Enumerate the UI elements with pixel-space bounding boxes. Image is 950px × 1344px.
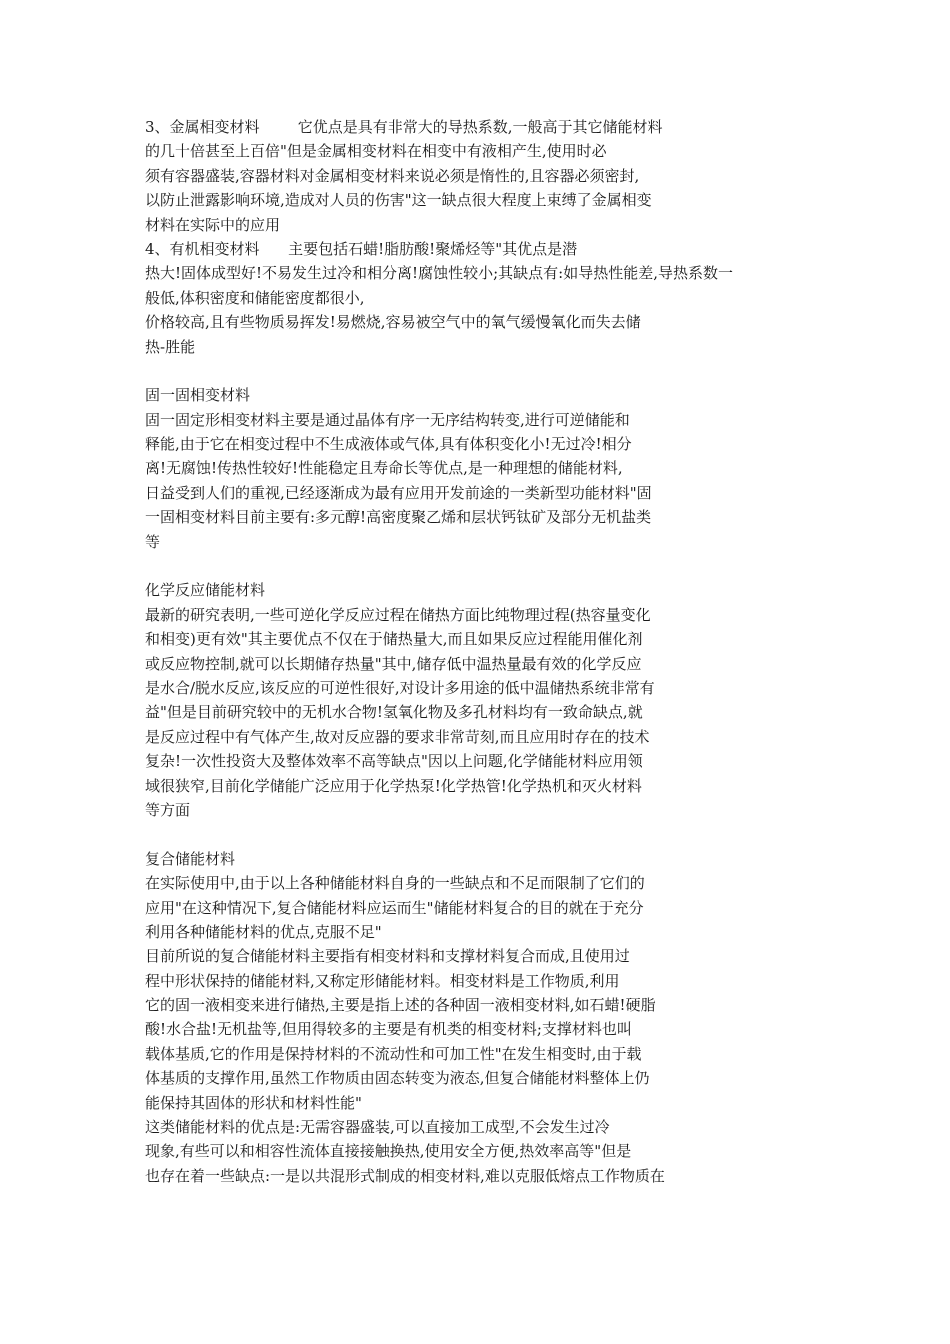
- paragraph-line: 热大!固体成型好!不易发生过冷和相分离!腐蚀性较小;其缺点有:如导热性能差,导热系数一: [145, 264, 733, 283]
- paragraph-line: 等方面: [145, 800, 191, 819]
- paragraph-line: 复杂!一次性投资大及整体效率不高等缺点"因以上问题,化学储能材料应用领: [145, 752, 643, 771]
- paragraph-line: 日益受到人们的重视,已经逐渐成为最有应用开发前途的一类新型功能材料"固: [145, 483, 652, 502]
- paragraph-line: 能保持其固体的形状和材料性能": [145, 1093, 362, 1112]
- paragraph-line: 般低,体积密度和储能密度都很小,: [145, 288, 365, 307]
- paragraph-line: 4、有机相变材料 主要包括石蜡!脂肪酸!聚烯烃等"其优点是潜: [145, 239, 578, 258]
- paragraph-line: 热-胜能: [145, 337, 196, 356]
- paragraph-line: 以防止泄露影响环境,造成对人员的伤害"这一缺点很大程度上束缚了金属相变: [145, 191, 652, 210]
- paragraph-gap: [145, 359, 835, 383]
- section-heading: 复合储能材料: [145, 849, 236, 868]
- paragraph-line: 应用"在这种情况下,复合储能材料应运而生"储能材料复合的目的就在于充分: [145, 898, 644, 917]
- paragraph-line: 3、金属相变材料 它优点是具有非常大的导热系数,一般高于其它储能材料: [145, 118, 663, 136]
- paragraph-line: 释能,由于它在相变过程中不生成液体或气体,具有体积变化小!无过冷!相分: [145, 435, 632, 454]
- paragraph-line: 须有容器盛装,容器材料对金属相变材料来说必须是惰性的,且容器必须密封,: [145, 166, 640, 185]
- section-organic-phase-change: [145, 237, 835, 359]
- paragraph-line: 或反应物控制,就可以长期储存热量"其中,储存低中温热量最有效的化学反应: [145, 654, 642, 673]
- paragraph-line: 域很狭窄,目前化学储能广泛应用于化学热泵!化学热管!化学热机和灭火材料: [145, 776, 642, 795]
- paragraph-line: 的几十倍甚至上百倍"但是金属相变材料在相变中有液相产生,使用时必: [145, 142, 607, 161]
- paragraph-line: 它的固一液相变来进行储热,主要是指上述的各种固一液相变材料,如石蜡!硬脂: [145, 996, 656, 1015]
- paragraph-line: 和相变)更有效"其主要优点不仅在于储热量大,而且如果反应过程能用催化剂: [145, 630, 643, 649]
- paragraph-line: 一固相变材料目前主要有:多元醇!高密度聚乙烯和层状钙钛矿及部分无机盐类: [145, 508, 652, 527]
- section-metal-phase-change: [145, 115, 835, 237]
- section-solid-solid: [145, 383, 835, 554]
- paragraph-line: 体基质的支撑作用,虽然工作物质由固态转变为液态,但复合储能材料整体上仍: [145, 1069, 650, 1088]
- paragraph-line: 酸!水合盐!无机盐等,但用得较多的主要是有机类的相变材料;支撑材料也叫: [145, 1020, 632, 1039]
- paragraph-line: 也存在着一些缺点:一是以共混形式制成的相变材料,难以克服低熔点工作物质在: [145, 1166, 665, 1185]
- paragraph-line: 是反应过程中有气体产生,故对反应器的要求非常苛刻,而且应用时存在的技术: [145, 727, 650, 746]
- paragraph-line: 等: [145, 532, 161, 551]
- paragraph-line: 这类储能材料的优点是:无需容器盛装,可以直接加工成型,不会发生过冷: [145, 1118, 610, 1137]
- paragraph-line: 现象,有些可以和相容性流体直接接触换热,使用安全方便,热效率高等"但是: [145, 1142, 632, 1161]
- paragraph-line: 在实际使用中,由于以上各种储能材料自身的一些缺点和不足而限制了它们的: [145, 874, 645, 893]
- paragraph-line: 价格较高,且有些物质易挥发!易燃烧,容易被空气中的氧气缓慢氧化而失去储: [145, 313, 641, 332]
- paragraph-line: 程中形状保持的储能材料,又称定形储能材料。相变材料是工作物质,利用: [145, 971, 620, 990]
- paragraph-line: 最新的研究表明,一些可逆化学反应过程在储热方面比纯物理过程(热容量变化: [145, 605, 651, 624]
- paragraph-gap: [145, 554, 835, 578]
- paragraph-line: 材料在实际中的应用: [145, 215, 281, 234]
- section-chemical-reaction: [145, 578, 835, 822]
- paragraph-line: 是水合/脱水反应,该反应的可逆性很好,对设计多用途的低中温储热系统非常有: [145, 678, 655, 697]
- section-composite: [145, 847, 835, 1188]
- paragraph-line: 目前所说的复合储能材料主要指有相变材料和支撑材料复合而成,且使用过: [145, 947, 630, 966]
- paragraph-line: 益"但是目前研究较中的无机水合物!氢氧化物及多孔材料均有一致命缺点,就: [145, 703, 643, 722]
- paragraph-line: 载体基质,它的作用是保持材料的不流动性和可加工性"在发生相变时,由于载: [145, 1044, 642, 1063]
- paragraph-line: 固一固定形相变材料主要是通过晶体有序一无序结构转变,进行可逆储能和: [145, 410, 630, 429]
- section-heading: 化学反应储能材料: [145, 581, 266, 600]
- document-body: [145, 115, 835, 1188]
- paragraph-gap: [145, 822, 835, 846]
- paragraph-line: 利用各种储能材料的优点,克服不足": [145, 922, 382, 941]
- paragraph-line: 离!无腐蚀!传热性较好!性能稳定且寿命长等优点,是一种理想的储能材料,: [145, 459, 623, 478]
- section-heading: 固一固相变材料: [145, 386, 251, 405]
